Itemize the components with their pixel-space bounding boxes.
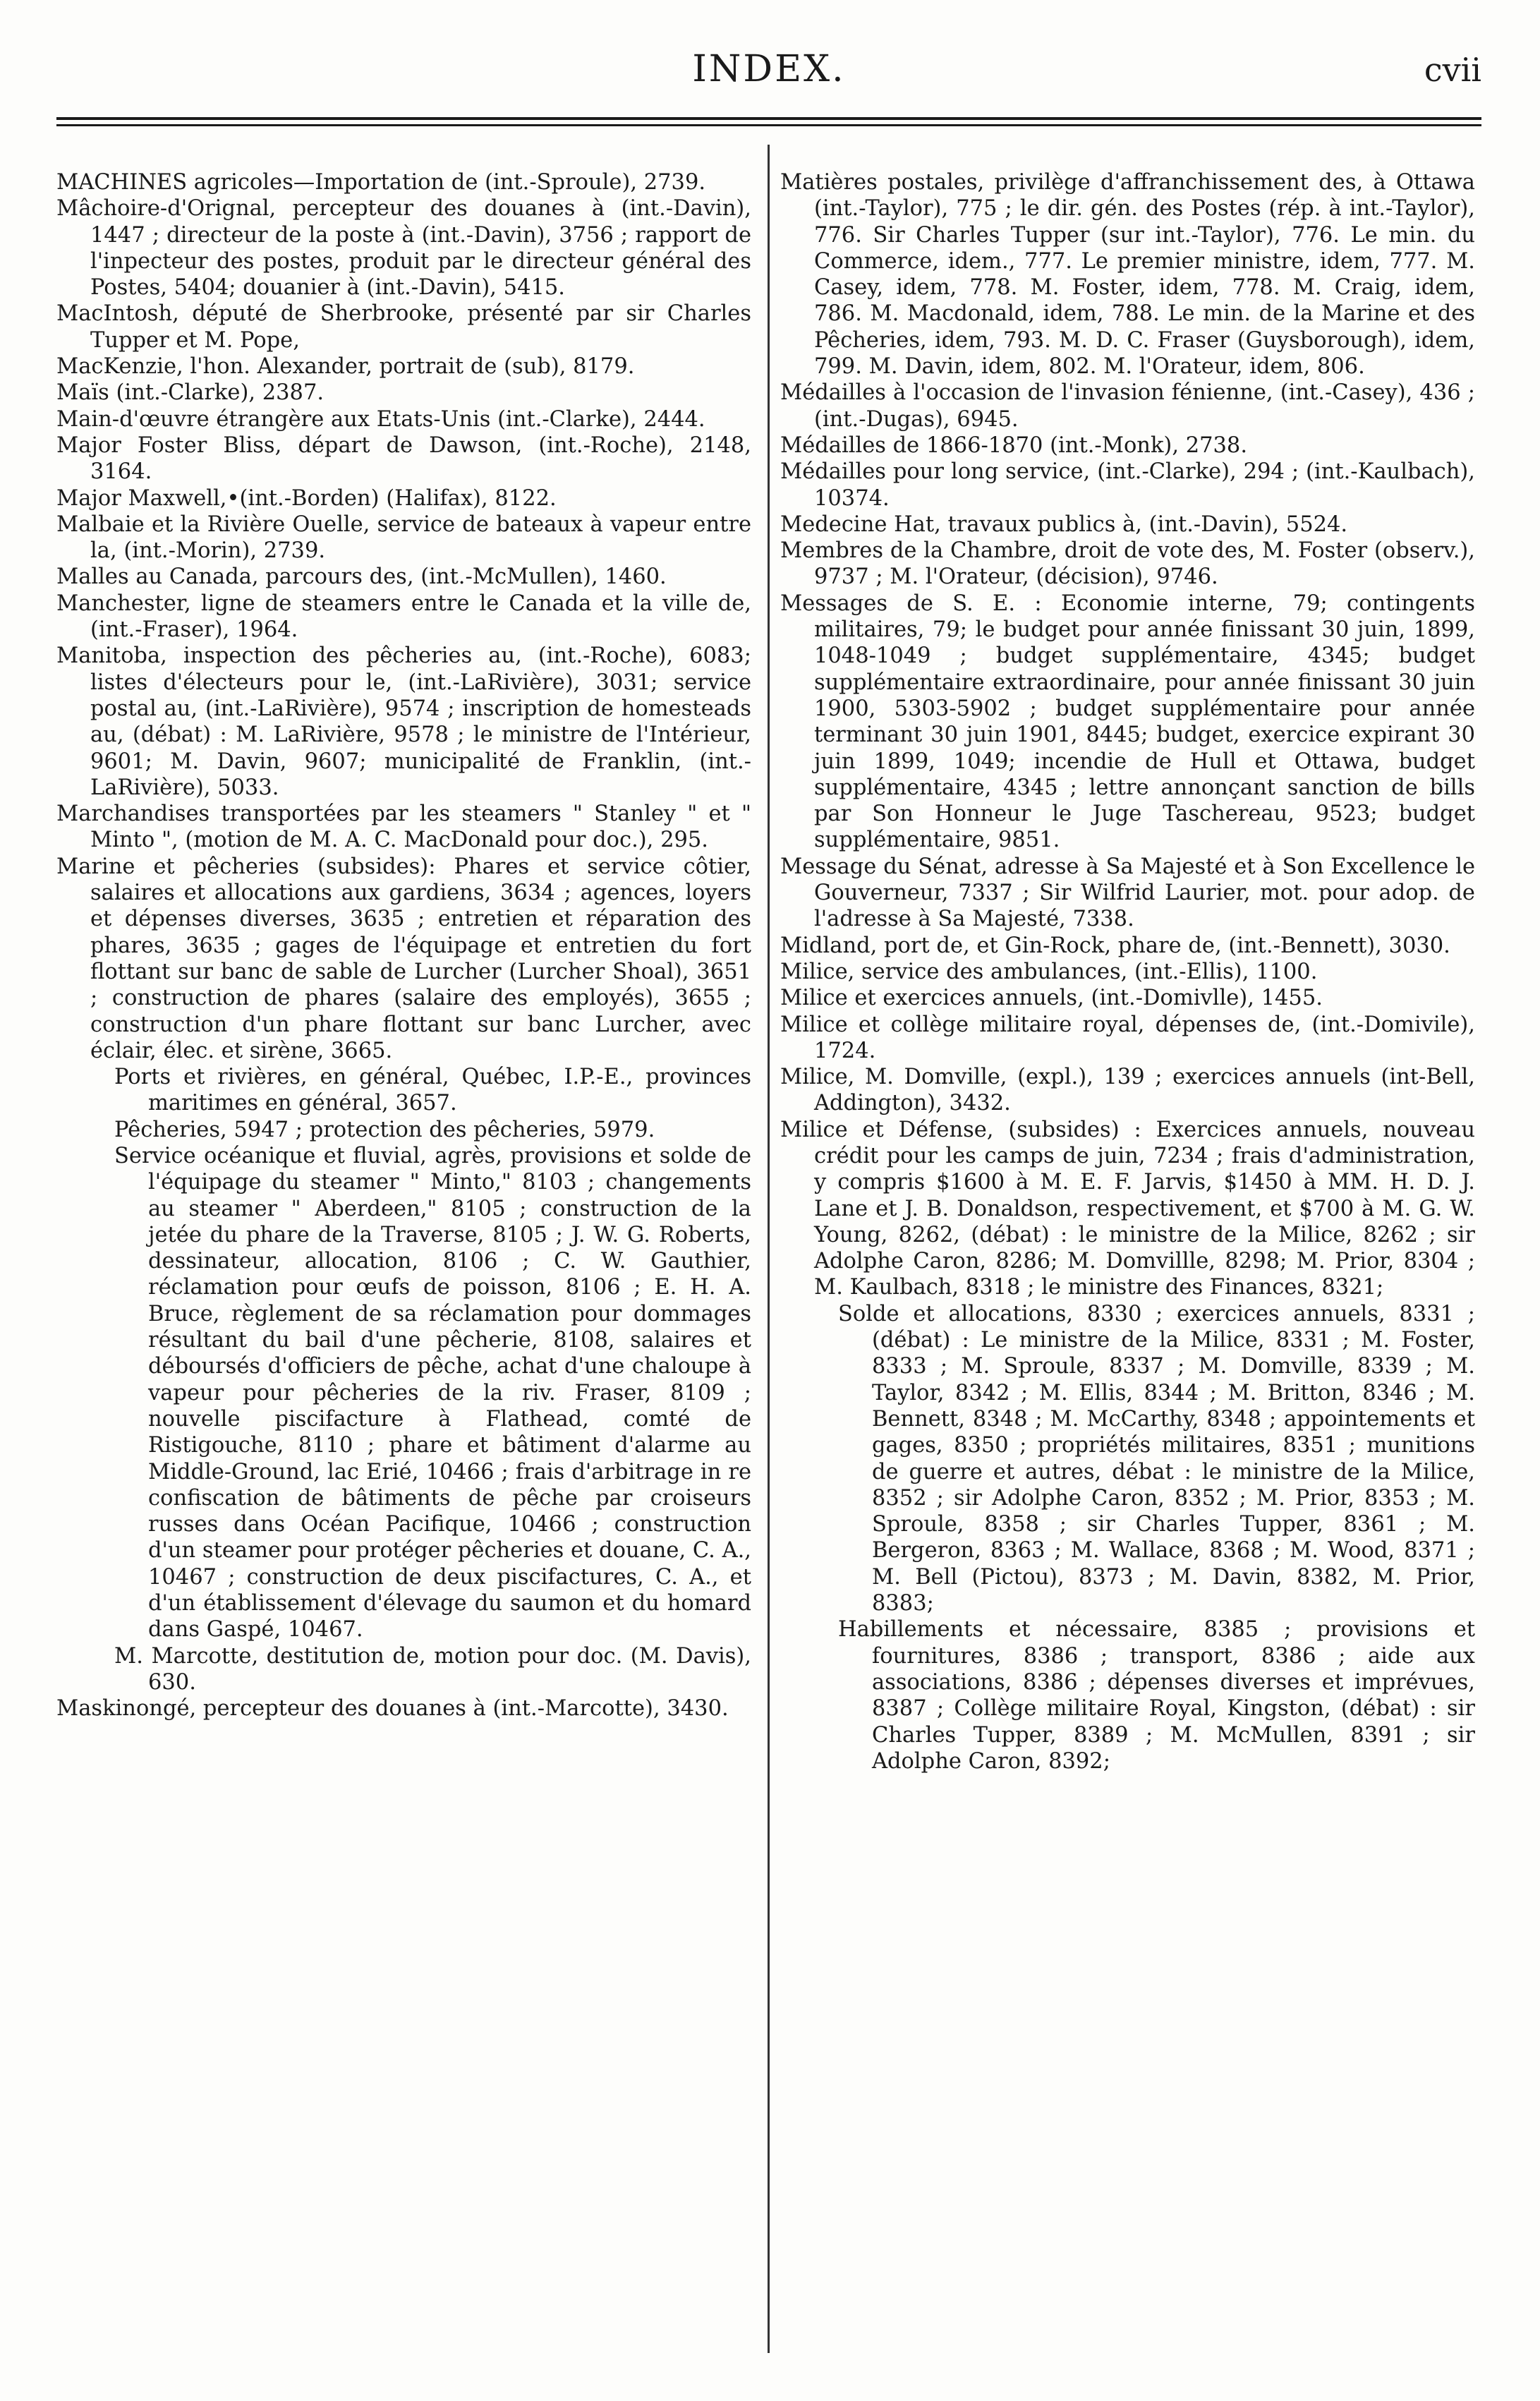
column-divider (768, 145, 770, 2353)
index-entry: Message du Sénat, adresse à Sa Majesté et à Son Excellence le Gouverneur, 7337 ; Sir Wilfrid Laurier, mot. pour adop. de l'adresse à Sa Majesté, 7338. (780, 854, 1475, 932)
index-entry: MacKenzie, l'hon. Alexander, portrait de (sub), 8179. (56, 354, 635, 380)
index-entry: Major Foster Bliss, départ de Dawson, (int.-Roche), 2148, 3164. (56, 433, 751, 485)
index-subentry: Pêcheries, 5947 ; protection des pêcheries, 5979. (114, 1117, 655, 1142)
index-entry: Midland, port de, et Gin-Rock, phare de, (int.-Bennett), 3030. (780, 933, 1450, 958)
index-entry: Médailles pour long service, (int.-Clarke), 294 ; (int.-Kaulbach), 10374. (780, 459, 1475, 511)
index-entry: Marine et pêcheries (subsides): Phares et service côtier, salaires et allocations aux gardiens, 3634 ; agences, loyers et dépenses diverses, 3635 ; entretien et réparation des phares, 3635 ; gages de l'équipage et entretien du fort flottant sur banc de sable de Lurcher (Lurcher Shoal), 3651 ; construction de phares (salaire des employés), 3655 ; construction d'un phare flottant sur banc Lurcher, avec éclair, élec. et sirène, 3665. (56, 854, 751, 1063)
index-subentry: Solde et allocations, 8330 ; exercices annuels, 8331 ; (débat) : Le ministre de la Milice, 8331 ; M. Foster, 8333 ; M. Sproule, 8337 ; M. Domville, 8339 ; M. Taylor, 8342 ; M. Ellis, 8344 ; M. Britton, 8346 ; M. Bennett, 8348 ; M. McCarthy, 8348 ; appointements et gages, 8350 ; propriétés militaires, 8351 ; munitions de guerre et autres, débat : le ministre de la Milice, 8352 ; sir Adolphe Caron, 8352 ; M. Prior, 8353 ; M. Sproule, 8358 ; sir Charles Tupper, 8361 ; M. Bergeron, 8363 ; M. Wallace, 8368 ; M. Wood, 8371 ; M. Bell (Pictou), 8373 ; M. Davin, 8382, M. Prior, 8383; (838, 1301, 1475, 1616)
index-entry: MACHINES agricoles—Importation de (int.-Sproule), 2739. (56, 170, 706, 195)
index-entry: Malles au Canada, parcours des, (int.-McMullen), 1460. (56, 564, 667, 590)
index-subentry: Service océanique et fluvial, agrès, provisions et solde de l'équipage du steamer " Minto," 8103 ; changements au steamer " Aberdeen," 8105 ; construction de la jetée du phare de la Traverse, 8105 ; J. W. G. Roberts, dessinateur, allocation, 8106 ; C. W. Gauthier, réclamation pour œufs de poisson, 8106 ; E. H. A. Bruce, règlement de sa réclamation pour dommages résultant du bail d'une pêcherie, 8108, salaires et déboursés d'officiers de pêche, achat d'une chaloupe à vapeur pour pêcheries de la riv. Fraser, 8109 ; nouvelle piscifacture à Flathead, comté de Ristigouche, 8110 ; phare et bâtiment d'alarme au Middle-Ground, lac Erié, 10466 ; frais d'arbitrage in re confiscation de bâtiments de pêche par croiseurs russes dans Océan Pacifique, 10466 ; construction d'un steamer pour protéger pêcheries et douane, C. A., 10467 ; construction de deux piscifactures, C. A., et d'un établissement d'élevage du saumon et du homard dans Gaspé, 10467. (114, 1143, 751, 1643)
index-entry: MacIntosh, député de Sherbrooke, présenté par sir Charles Tupper et M. Pope, (56, 301, 751, 353)
index-entry: Main-d'œuvre étrangère aux Etats-Unis (int.-Clarke), 2444. (56, 406, 705, 432)
index-entry: Médailles à l'occasion de l'invasion fénienne, (int.-Casey), 436 ; (int.-Dugas), 6945. (780, 380, 1475, 432)
index-entry: Malbaie et la Rivière Ouelle, service de bateaux à vapeur entre la, (int.-Morin), 2739. (56, 512, 751, 564)
index-column-left (56, 169, 751, 1722)
index-entry: Maskinongé, percepteur des douanes à (int.-Marcotte), 3430. (56, 1696, 729, 1722)
index-entry: Milice, service des ambulances, (int.-Ellis), 1100. (780, 959, 1318, 984)
index-entry: Milice et exercices annuels, (int.-Domivlle), 1455. (780, 986, 1323, 1011)
page-header (56, 41, 1481, 90)
page-number: cvii (1424, 51, 1481, 89)
index-entry: Mâchoire-d'Orignal, percepteur des douanes à (int.-Davin), 1447 ; directeur de la poste à (int.-Davin), 3756 ; rapport de l'inpecteur des postes, produit par le directeur général des Postes, 5404; douanier à (int.-Davin), 5415. (56, 196, 751, 301)
index-entry: Medecine Hat, travaux publics à, (int.-Davin), 5524. (780, 512, 1348, 537)
index-entry: Matières postales, privilège d'affranchissement des, à Ottawa (int.-Taylor), 775 ; le dir. gén. des Postes (rép. à int.-Taylor), 776. Sir Charles Tupper (sur int.-Taylor), 776. Le min. du Commerce, idem., 777. Le premier ministre, idem, 777. M. Casey, idem, 778. M. Foster, idem, 778. M. Craig, idem, 786. M. Macdonald, idem, 788. Le min. de la Marine et des Pêcheries, idem, 793. M. D. C. Fraser (Guysborough), idem, 799. M. Davin, idem, 802. M. l'Orateur, idem, 806. (780, 170, 1475, 380)
index-column-right (780, 169, 1475, 1774)
index-entry: Manchester, ligne de steamers entre le Canada et la ville de, (int.-Fraser), 1964. (56, 591, 751, 643)
index-entry: Marchandises transportées par les steamers " Stanley " et " Minto ", (motion de M. A. C. MacDonald pour doc.), 295. (56, 802, 751, 853)
index-subentry: Ports et rivières, en général, Québec, I.P.-E., provinces maritimes en général, 3657. (114, 1065, 751, 1116)
index-entry: Médailles de 1866-1870 (int.-Monk), 2738. (780, 433, 1248, 458)
header-rule-top (56, 117, 1481, 120)
index-entry: Membres de la Chambre, droit de vote des, M. Foster (observ.), 9737 ; M. l'Orateur, (décision), 9746. (780, 538, 1475, 590)
header-rule-bottom (56, 124, 1481, 126)
index-entry: Manitoba, inspection des pêcheries au, (int.-Roche), 6083; listes d'électeurs pour le, (int.-LaRivière), 3031; service postal au, (int.-LaRivière), 9574 ; inscription de homesteads au, (débat) : M. LaRivière, 9578 ; le ministre de l'Intérieur, 9601; M. Davin, 9607; municipalité de Franklin, (int.-LaRivière), 5033. (56, 643, 751, 800)
index-entry: Milice, M. Domville, (expl.), 139 ; exercices annuels (int-Bell, Addington), 3432. (780, 1065, 1475, 1116)
index-entry: Milice et Défense, (subsides) : Exercices annuels, nouveau crédit pour les camps de juin, 7234 ; frais d'administration, y compris $1600 à M. E. F. Jarvis, $1450 à MM. H. D. J. Lane et J. B. Donaldson, respectivement, et $700 à M. G. W. Young, 8262, (débat) : le ministre de la Milice, 8262 ; sir Adolphe Caron, 8286; M. Domvillle, 8298; M. Prior, 8304 ; M. Kaulbach, 8318 ; le ministre des Finances, 8321; (780, 1117, 1475, 1300)
index-entry: Milice et collège militaire royal, dépenses de, (int.-Domivile), 1724. (780, 1012, 1475, 1063)
index-subentry: M. Marcotte, destitution de, motion pour doc. (M. Davis), 630. (114, 1643, 751, 1695)
index-entry: Messages de S. E. : Economie interne, 79; contingents militaires, 79; le budget pour année finissant 30 juin, 1899, 1048-1049 ; budget supplémentaire, 4345; budget supplémentaire extraordinaire, pour année finissant 30 juin 1900, 5303-5902 ; budget supplémentaire pour année terminant 30 juin 1901, 8445; budget, exercice expirant 30 juin 1899, 1049; incendie de Hull et Ottawa, budget supplémentaire, 4345 ; lettre annonçant sanction de bills par Son Honneur le Juge Taschereau, 9523; budget supplémentaire, 9851. (780, 591, 1475, 853)
index-subentry: Habillements et nécessaire, 8385 ; provisions et fournitures, 8386 ; transport, 8386 ; aide aux associations, 8386 ; dépenses diverses et imprévues, 8387 ; Collège militaire Royal, Kingston, (débat) : sir Charles Tupper, 8389 ; M. McMullen, 8391 ; sir Adolphe Caron, 8392; (838, 1617, 1475, 1774)
index-entry: Maïs (int.-Clarke), 2387. (56, 380, 325, 406)
page-title: INDEX. (692, 48, 846, 90)
index-entry: Major Maxwell,•(int.-Borden) (Halifax), 8122. (56, 485, 557, 511)
